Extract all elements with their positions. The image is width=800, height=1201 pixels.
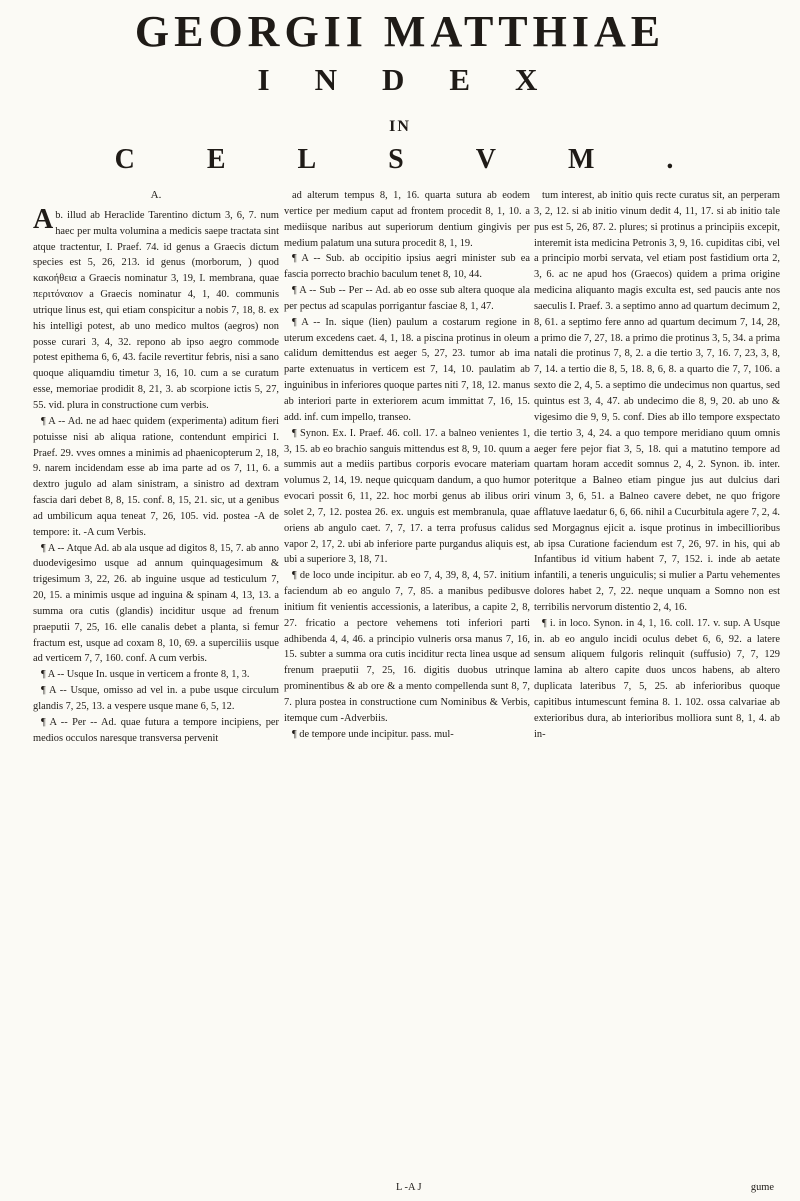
catchword: gume xyxy=(750,1182,774,1194)
entry-paragraph: ¶ A -- Per -- Ad. quae futura a tempore incipiens, per medios occulos naresque transversa pervenit xyxy=(33,716,279,744)
title-index: INDEX xyxy=(257,62,583,97)
entry-paragraph: ¶ A -- Usque, omisso ad vel in. a pube usque circulum glandis 7, 25, 13. a vesperе usque mane 6, 5, 12. xyxy=(33,685,279,712)
entry-paragraph: ¶ A -- Usque In. usque in verticem a fronte 8, 1, 3. xyxy=(41,669,250,681)
entry-paragraph: Ab. illud ab Heraclide Tarentino dictum 3, 6, 7. num haec per multa volumina a medicis saepe tractata sint atque tractentur, I. Praef. 74. id genus a Graecis dictum species est 5, 26, 213. id genus (morborum, ) quod κακοήθεια a Graecis nominatur 3, 19, I. membrana, quae περιτόναιον a Graecis nominatur 4, 1, 40. communis utrique linus est, qui etiam conspicitur a nobis 7, 18, 8. ex his intelligi potest, ab uno medico multos (aegros) non posse curari 3, 4, 32. repono ab ipso aegro commode potest epithema 6, 6, 43. facile revertitur febris, nisi a sano quoque aliquamdiu timetur 3, 16, 10. cum a se curatum esse, memoriae prodidit 8, 21, 3. ab scorpione ictis 5, 27, 55. vid. plura in constructione cum verbis. xyxy=(33,203,279,411)
entry-paragraph: ¶ de tempore unde incipitur. pass. mul- xyxy=(292,728,454,740)
entry-paragraph: ¶ de loco unde incipitur. ab eo 7, 4, 39, 8, 4, 57. initium faciendum ab eo angulo 7, 7, 85. a manibus pedibusve initium fit venientis accessionis, a lateribus, a capite 2, 8, 27. fricatio a pectore vehemens toti inferiori parti adhibenda 4, 4, 46. a principio vulneris orsa manus 7, 16, 15. subter a summa ora cutis inciditur recta linea usque ad frenum praeputii 7, 25, 16. digitis duobus utrinque prominentibus & ab ore & a mento compellenda sunt 8, 7, 7. plura postea in constructione cum Nominibus & Verbis, itemque cum -Adverbiis. xyxy=(284,570,530,724)
title-in: IN xyxy=(389,118,411,135)
entry-paragraph: ¶ A -- Ad. ne ad haec quidem (experimenta) aditum fieri potuisse nisi ab aliqua ratione, contendunt empirici I. Praef. 29. vves omnes a minimis ad phaenicopterum 2, 18, 9. narem incidendam esse ab ima parte ad os 7, 11, 6. a dextro jugulo ad alam sinistram, a sinistro ad dextram fascia dari debet 8, 8, 15. conf. 8, 15, 21. sic, ut a genibus ad umbilicum aqua teneat 7, 26, 105. vid. postea -A de tempore: it. -A cum Verbis. xyxy=(33,415,279,538)
entry-paragraph: ¶ Synon. Ex. I. Praef. 46. coll. 17. a balneo venientes 1, 3, 15. ab eo brachio sanguis mittendus est 8, 9, 10. quum a summis aut a mediis partibus corporis evocare materiam volumus 2, 14, 19. neque quicquam dandum, a quo humor evocari possit 6, 11, 22. hoc morbi genus ab ilibus oriri solet 2, 7, 12. postea 26. ex. unguis est membranula, quae oriens ab angulo caet. 7, 7, 17. a terra profusus calidus vapor 2, 17, 2. ubi ab inferiore parte purgandus aliquis est, ubi a superiore 3, 18, 71. xyxy=(284,427,530,566)
entry-paragraph: ¶ A -- Sub. ab occipitio ipsius aegri minister sub ea fascia porrecto brachio baculum tenet 8, 10, 44. xyxy=(284,253,530,281)
title-author: GEORGII MATTHIAE xyxy=(134,7,666,56)
entry-paragraph: ¶ A -- In. sique (lien) paulum a costarum regione in uterum excedens caet. 4, 1, 18. a piscina protinus in oleum calidum demittendus est aeger 5, 27, 23. tumor ab ima parte extenuatus in verticem est 7, 14, 10. paulatim ab inguinibus in inferiores quoque partes niti 7, 18, 12. manus ab interiori parte in exteriorem acum immittat 7, 16, 15. add. inf. cum impello, transeo. xyxy=(284,316,530,423)
signature-mark: L -A J xyxy=(396,1182,422,1194)
column-3 xyxy=(534,188,780,1196)
entry-paragraph: tum interest, ab initio quis recte curatus sit, an perperam 3, 2, 12. si ab initio vinum dedit 4, 11, 17. si ab initio tale pus est 5, 26, 87. 2. plures; si protinus a principiis excepit, interemit ista medicina Petronis 3, 9, 16. cupiditas cibi, vel a principio morbi servata, vel etiam post fastidium orta 2, 3, 6. ac ne apud hos (Graecos) quidem a prima origine medicina aliquanto magis exculta est, sed paucis ante nos saeculis I. Praef. 3. a septimo anno ad quartum decimum 2, 8, 61. a septimo fere anno ad quartum decimum 7, 14, 28, a primo die 7, 27, 18. a primo die protinus 3, 5, 34. a prima natali die protinus 7, 8, 2. a die tertio 3, 7, 16. 7, 23, 3, 8, 7, 14. a tertio die 8, 5, 18. 8, 6, 8. a quarto die 7, 7, 106. a sexto die 2, 4, 5. a septimo die undecimus non quartus, sed quintus est 3, 4, 47. ab undecimo die 8, 9, 20. ab uno & vigesimo die 9, 9, 5. conf. Dies ab illo tempore exspectato die tertio 3, 4, 24. a quo tempore meridiano quum omnis aeger fere pejor fiat 3, 5, 18. qui a matutino tempore ad quartam horam accedit somnus 2, 4, 2. Synon. ib. inter. poteritque a Balneo etiam pingue jus aut dulcius dari vinum 3, 6, 51. a Balneo cavere debet, ne quo frigore afflatuve laedatur 6, 6, 66. nihil a Cucurbitula agere 7, 2, 4. sed Morgagnus ejicit a. isque protinus in imbecillioribus ab ipsa Curatione faciendum est 7, 26, 97. in his, qui ab Infantibus id vitium habent 7, 7, 152. i. inde ab aetate infantili, a tenеris unguiculis; si mulier a Partu vehementes dolores habet 2, 7, 22. neque unquam a Somno non est terribilis nervorum distentio 2, 4, 16. xyxy=(534,190,780,613)
section-letter: A. xyxy=(150,189,162,201)
title-celsum: CELSVM. xyxy=(114,144,746,175)
column-2 xyxy=(284,188,530,1196)
entry-paragraph: ¶ A -- Atque Ad. ab ala usque ad digitos 8, 15, 7. ab anno duodevigesimo usque ad annum quinquagesimum & trigesimum 3, 22, 26. ab inguine usque ad testiculum 7, 20, 15. a minimis usque ad inguina & spinam 4, 13, 13. a summa ora cutis (glandis) inciditur usque ad frenum praeputii 7, 25, 16. elle canalis debet a planta, si femur fractum est, usque ad coxam 8, 10, 69. a superciliis usque ad verticem 7, 7, 160. conf. A cum verbis. xyxy=(33,542,279,665)
entry-paragraph: ¶ i. in loco. Synon. in 4, 1, 16. coll. 17. v. sup. A Usque in. ab eo angulo incidi oculus debet 6, 6, 92. a latere sensum aliquem fulgoris relinquit (suffusio) 7, 7, 129 lamina ab altero capite duos uncos habens, ab altero duplicata lateribus 7, 5, 25. ab inferioribus quoque capitibus intumescunt femina 8. 1. 102. ossa calvariae ab exterioribus dura, ab interioribus molliora sunt 8, 1, 4. ab in- xyxy=(534,617,780,740)
column-1 xyxy=(33,188,279,1196)
entry-paragraph: ad alterum tempus 8, 1, 16. quarta sutura ab eodem vertice per medium caput ad frontem procedit 8, 1, 10. a mediisque naribus aut superiorum dentium gingivis per medium palatum una sutura procedit 8, 1, 19. xyxy=(284,190,530,249)
entry-paragraph: ¶ A -- Sub -- Per -- Ad. ab eo osse sub altera quoque ala per pectus ad scapulas porrigantur fasciae 8, 1, 47. xyxy=(284,285,530,312)
